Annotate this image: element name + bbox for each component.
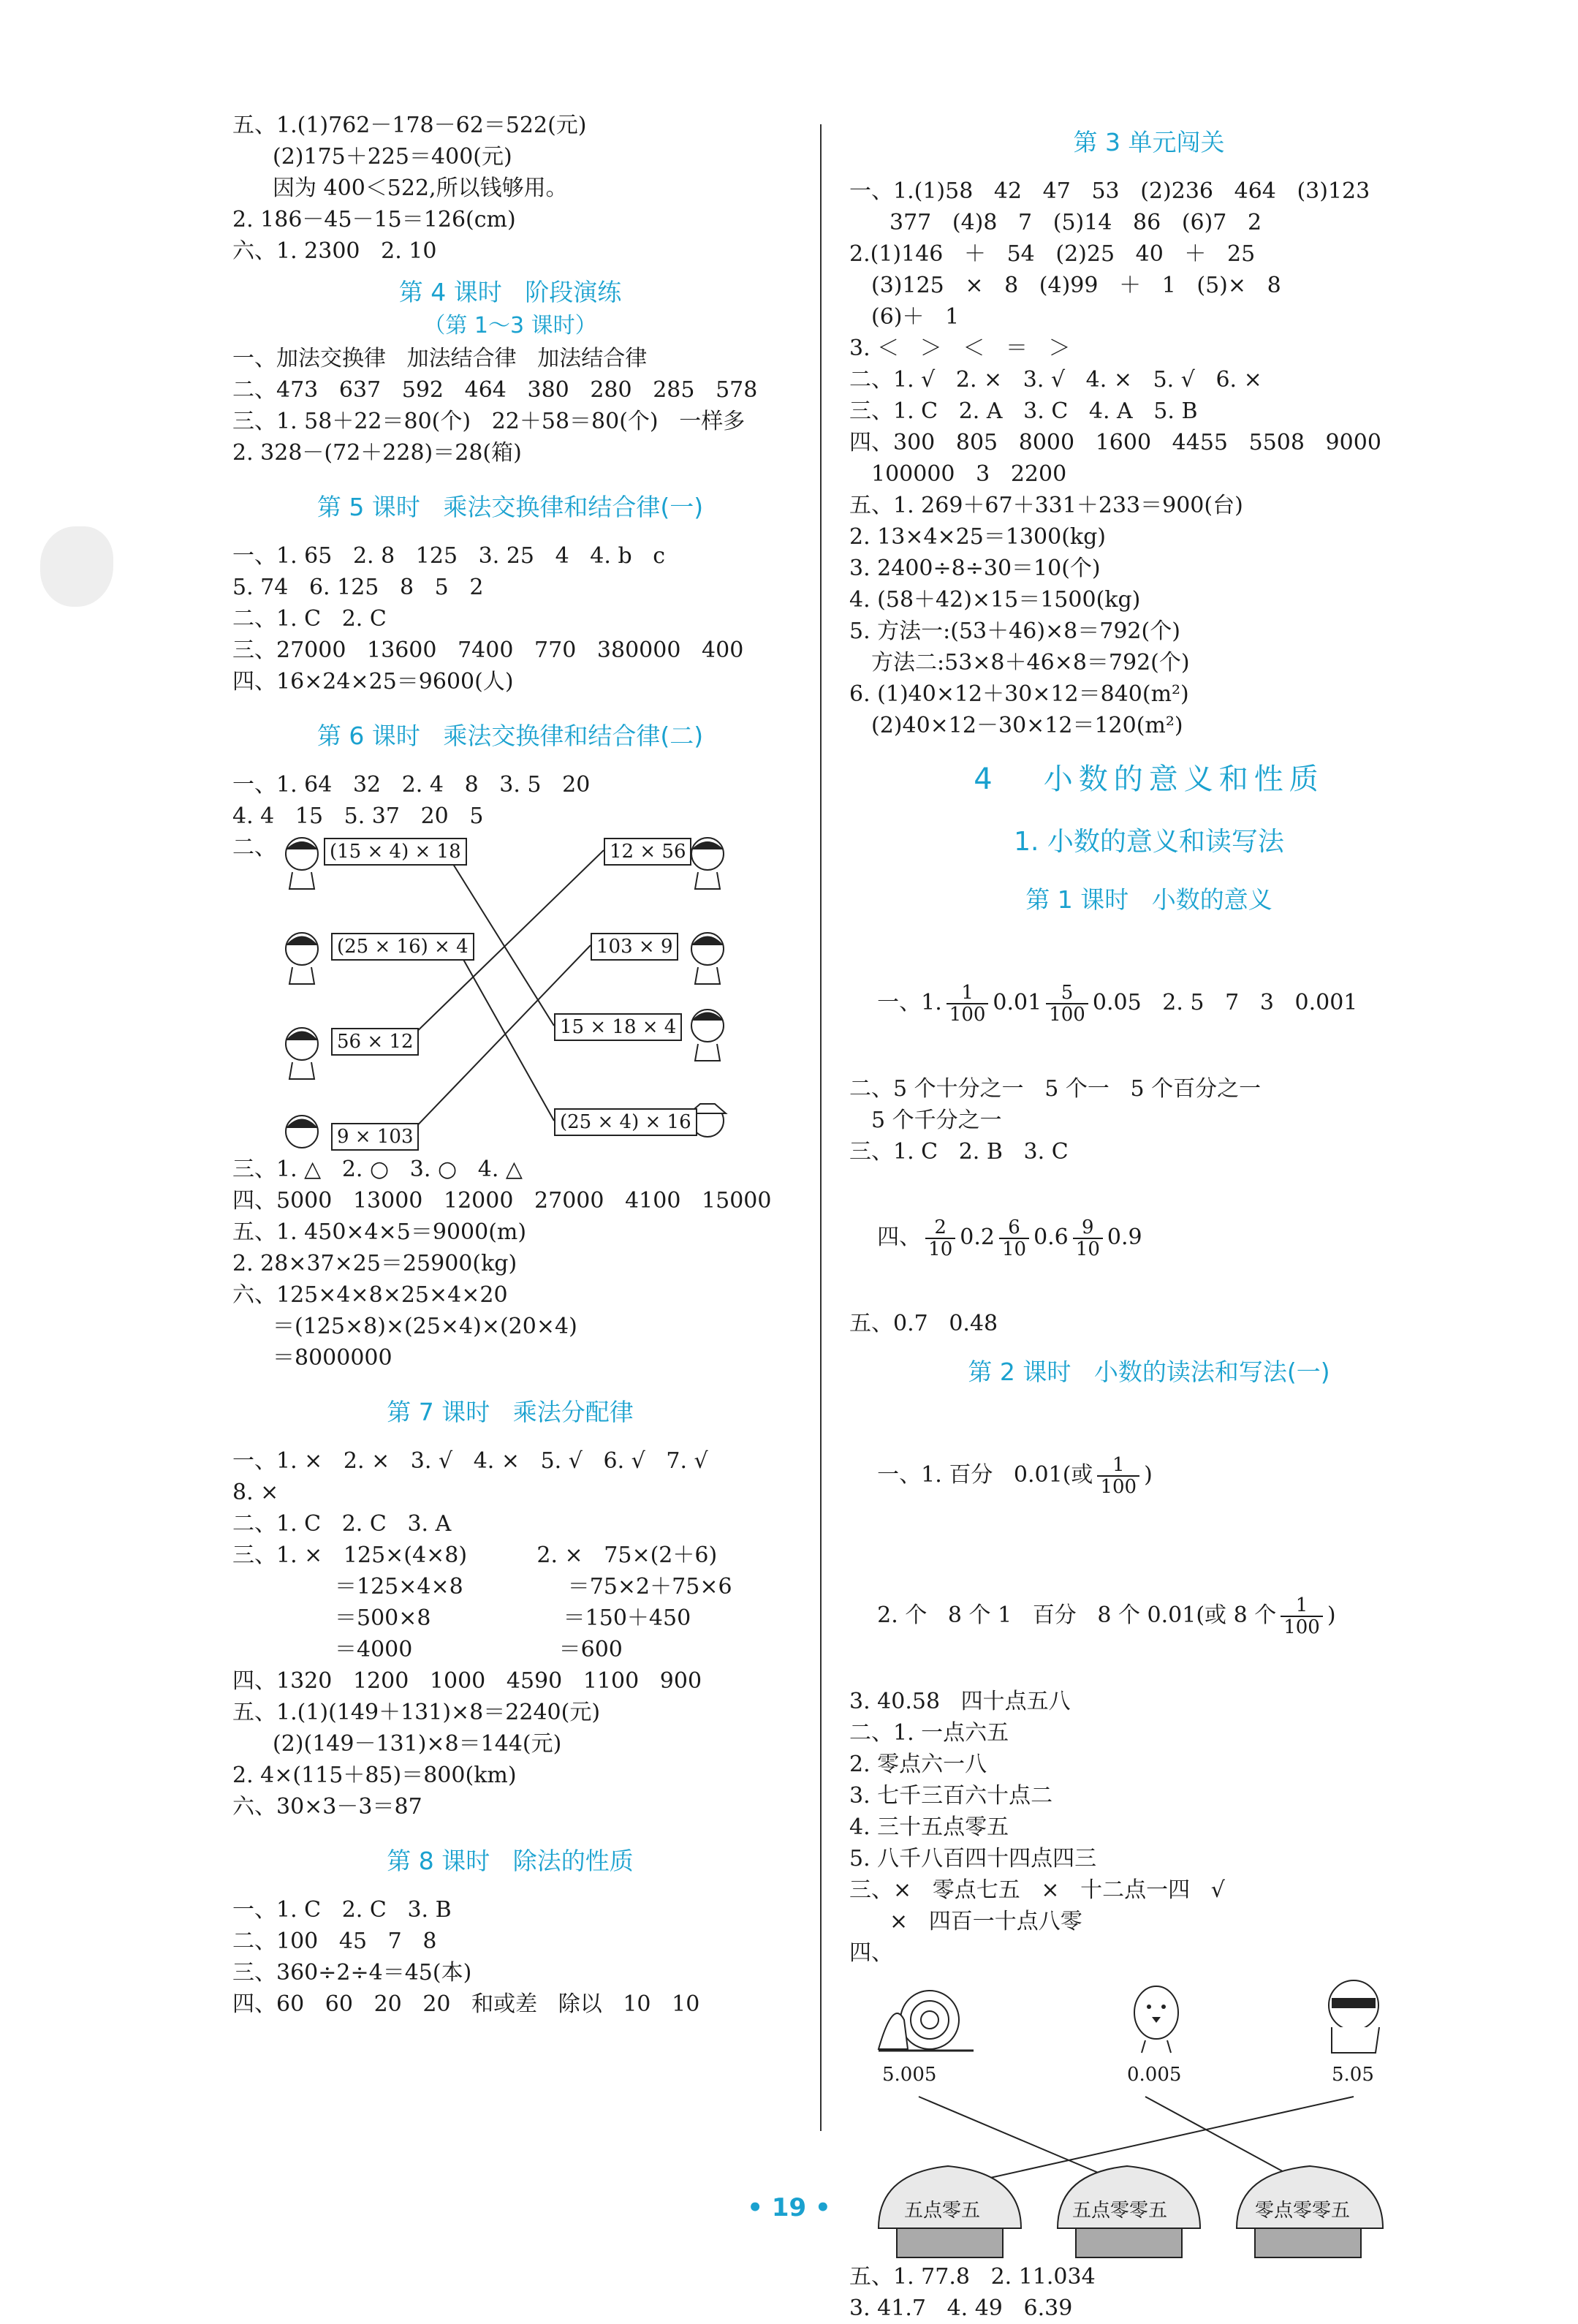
answer-line: 8. × [232, 1480, 279, 1505]
lesson-title: 第 6 课时 乘法交换律和结合律(二) [316, 722, 704, 750]
left-column [232, 110, 788, 2020]
lesson-subtitle: （第 1～3 课时） [423, 313, 597, 338]
decimal-value: 5.005 [882, 2064, 937, 2086]
decimal-value: 0.005 [1127, 2064, 1182, 2086]
answer-line: ＝125×4×8 ＝75×2＋75×6 [335, 1574, 732, 1600]
answer-line: 3. 40.58 四十点五八 [849, 1689, 1071, 1714]
expression-box: (25 × 16) × 4 [331, 933, 474, 961]
lesson-title: 第 2 课时 小数的读法和写法(一) [968, 1358, 1330, 1386]
answer-line: 二、1. √ 2. × 3. √ 4. × 5. √ 6. × [849, 367, 1262, 393]
answer-line: 2. 28×37×25＝25900(kg) [232, 1251, 517, 1276]
chick-icon [1134, 1986, 1178, 2053]
answer-line: 二、1. 一点六五 [849, 1720, 1009, 1746]
snail-icon [879, 1991, 974, 2051]
question-number: 四、 [877, 1225, 922, 1250]
expression-box: (25 × 4) × 16 [554, 1108, 697, 1136]
lesson-title: 第 7 课时 乘法分配律 [387, 1398, 634, 1426]
child-icon [286, 1116, 318, 1148]
answer-line: 三、27000 13600 7400 770 380000 400 [232, 637, 744, 663]
house-label: 零点零零五 [1255, 2200, 1351, 2222]
answer-line: 二、100 45 7 8 [232, 1929, 437, 1954]
answer-line: 3. 2400÷8÷30＝10(个) [849, 556, 1101, 581]
answer-line: 四、5000 13000 12000 27000 4100 15000 [232, 1188, 772, 1214]
answer-line: 3. ＜ ＞ ＜ ＝ ＞ [849, 336, 1071, 361]
stamp-logo [40, 526, 113, 607]
answer-value: 0.05 2. 5 7 3 0.001 [1092, 990, 1358, 1015]
answer-line: 6. (1)40×12＋30×12＝840(m²) [849, 681, 1189, 707]
answer-line: 四、1320 1200 1000 4590 1100 900 [232, 1668, 702, 1694]
lesson-title: 第 1 课时 小数的意义 [1025, 885, 1272, 914]
right-column [849, 110, 1449, 2324]
answer-line: (3)125 × 8 (4)99 ＋ 1 (5)× 8 [871, 273, 1281, 298]
answer-line: 三、1. C 2. B 3. C [849, 1139, 1069, 1165]
lesson-title: 第 4 课时 阶段演练 [398, 278, 622, 306]
fraction: $\frac{1}{100}$ [947, 983, 989, 1025]
answer-value: 0.9 [1107, 1225, 1142, 1250]
answer-line: 一、1. 64 32 2. 4 8 3. 5 20 [232, 772, 591, 798]
answer-line: 2. 零点六一八 [849, 1752, 987, 1777]
answer-line: (2)40×12－30×12＝120(m²) [871, 713, 1183, 738]
child-icon [691, 1010, 724, 1061]
matching-diagram [232, 832, 773, 1154]
answer-line: 2. 328－(72＋228)＝28(箱) [232, 440, 522, 466]
answer-line: 一、1. 65 2. 8 125 3. 25 4 4. b c [232, 543, 666, 569]
house-label: 五点零零五 [1072, 2200, 1168, 2222]
expression-box: (15 × 4) × 18 [324, 838, 467, 866]
answer-line: ＝(125×8)×(25×4)×(20×4) [273, 1314, 577, 1339]
page-number: • 19 • [747, 2193, 831, 2222]
child-icon [286, 1028, 318, 1079]
answer-line: 100000 3 2200 [871, 461, 1067, 487]
answer-line: 四、 [849, 1940, 893, 1966]
child-icon [691, 838, 724, 889]
answer-line: 四、300 805 8000 1600 4455 5508 9000 [849, 430, 1381, 455]
answer-line: 一、加法交换律 加法结合律 加法结合律 [232, 346, 648, 371]
answer-line: 2. 4×(115＋85)＝800(km) [232, 1763, 517, 1788]
answer-line: 三、1. C 2. A 3. C 4. A 5. B [849, 398, 1198, 424]
answer-line: 二、473 637 592 464 380 280 285 578 [232, 377, 758, 403]
column-divider [820, 124, 822, 2131]
answer-line: 一、1. × 2. × 3. √ 4. × 5. √ 6. √ 7. √ [232, 1448, 708, 1474]
answer-line [849, 1167, 1449, 1308]
fraction: $\frac{1}{100}$ [1097, 1455, 1139, 1497]
chapter-title: 4 小数的意义和性质 [974, 762, 1324, 796]
fraction: $\frac{2}{10}$ [925, 1217, 955, 1260]
child-icon [286, 933, 318, 984]
expression-box: 15 × 18 × 4 [554, 1013, 682, 1041]
fraction: $\frac{6}{10}$ [999, 1217, 1029, 1260]
answer-line: 六、1. 2300 2. 10 [232, 238, 437, 264]
answer-line: 二、1. C 2. C [232, 606, 387, 632]
answer-line: (6)＋ 1 [871, 304, 960, 330]
expression-box: 12 × 56 [604, 838, 691, 866]
fraction: $\frac{9}{10}$ [1073, 1217, 1103, 1260]
answer-line: (2)175＋225＝400(元) [273, 144, 512, 170]
house-label: 五点零五 [904, 2200, 981, 2222]
answer-line: 五、1.(1)(149＋131)×8＝2240(元) [232, 1700, 601, 1725]
answer-line: ＝8000000 [273, 1345, 392, 1371]
answer-line: 五、1.(1)762－178－62＝522(元) [232, 113, 587, 138]
expression-box: 56 × 12 [331, 1028, 419, 1056]
answer-line: 2. 13×4×25＝1300(kg) [849, 524, 1107, 550]
expression-box: 103 × 9 [591, 933, 678, 961]
answer-line: 三、1. 58＋22＝80(个) 22＋58＝80(个) 一样多 [232, 409, 746, 434]
answer-value: 0.6 [1033, 1225, 1069, 1250]
matching-lines [232, 832, 773, 1154]
section-title: 1. 小数的意义和读写法 [1014, 827, 1284, 857]
unit-title: 第 3 单元闯关 [1073, 128, 1225, 156]
answer-line: × 四百一十点八零 [889, 1909, 1082, 1934]
answer-line: 5. 74 6. 125 8 5 2 [232, 575, 484, 600]
lesson-title: 第 5 课时 乘法交换律和结合律(一) [316, 493, 704, 521]
answer-line: 5. 八千八百四十四点四三 [849, 1846, 1097, 1871]
answer-line: 一、1.(1)58 42 47 53 (2)236 464 (3)123 [849, 178, 1370, 204]
answer-line: 三、1. × 125×(4×8) 2. × 75×(2＋6) [232, 1543, 718, 1568]
child-icon [286, 838, 318, 889]
answer-line: ＝4000 ＝600 [335, 1637, 623, 1662]
question-number: 二、 [232, 835, 276, 860]
answer-line: 2.(1)146 ＋ 54 (2)25 40 ＋ 25 [849, 241, 1256, 267]
answer-line: 377 (4)8 7 (5)14 86 (6)7 2 [889, 210, 1262, 235]
child-icon [691, 933, 724, 984]
fraction: $\frac{5}{100}$ [1046, 983, 1088, 1025]
answer-line: 二、1. C 2. C 3. A [232, 1511, 452, 1537]
fraction: $\frac{1}{100}$ [1281, 1595, 1323, 1638]
answer-line: 3. 41.7 4. 49 6.39 [849, 2295, 1073, 2321]
answer-line: 二、5 个十分之一 5 个一 5 个百分之一 [849, 1076, 1262, 1102]
answer-line: 2. 个 8 个 1 百分 8 个 0.01(或 8 个 $\frac{1}{100}$ ) [877, 1594, 1336, 1638]
answer-line: 2. 186－45－15＝126(cm) [232, 207, 516, 232]
answer-line: 四、16×24×25＝9600(人) [232, 669, 514, 694]
answer-line: 因为 400＜522,所以钱够用。 [273, 175, 568, 201]
answer-line: 3. 七千三百六十点二 [849, 1783, 1053, 1809]
answer-line: 五、1. 77.8 2. 11.034 [849, 2264, 1096, 2290]
answer-line: 5. 方法一:(53＋46)×8＝792(个) [849, 618, 1180, 644]
answer-line: 5 个千分之一 [871, 1108, 1002, 1133]
decimal-value: 5.05 [1332, 2064, 1374, 2086]
answer-line: ＝500×8 ＝150＋450 [335, 1605, 691, 1631]
answer-line: 4. 三十五点零五 [849, 1814, 1009, 1840]
answer-value: 0.2 [960, 1225, 995, 1250]
answer-line: 五、1. 450×4×5＝9000(m) [232, 1219, 527, 1245]
question-number: 一、1. [877, 990, 942, 1015]
lesson-title: 第 8 课时 除法的性质 [387, 1847, 634, 1875]
answer-line: 五、0.7 0.48 [849, 1311, 998, 1336]
answer-line: (2)(149－131)×8＝144(元) [273, 1731, 562, 1757]
answer-line: 五、1. 269＋67＋331＋233＝900(台) [849, 493, 1243, 518]
answer-line: 三、× 零点七五 × 十二点一四 √ [849, 1877, 1225, 1903]
answer-line: 4. 4 15 5. 37 20 5 [232, 803, 484, 829]
answer-value: 0.01 [993, 990, 1042, 1015]
answer-line: 四、60 60 20 20 和或差 除以 10 10 [232, 1991, 700, 2017]
answer-line: 方法二:53×8＋46×8＝792(个) [871, 650, 1190, 675]
answer-line: 六、30×3－3＝87 [232, 1794, 422, 1820]
answer-line: 三、360÷2÷4＝45(本) [232, 1960, 472, 1986]
answer-line: 一、1. 百分 0.01(或 $\frac{1}{100}$ ) [877, 1454, 1153, 1498]
answer-line [849, 933, 1449, 1073]
answer-line: 一、1. C 2. C 3. B [232, 1897, 452, 1923]
expression-box: 9 × 103 [331, 1123, 419, 1151]
answer-line: 六、125×4×8×25×4×20 [232, 1282, 508, 1308]
answer-line: 三、1. △ 2. ○ 3. ○ 4. △ [232, 1157, 523, 1182]
dog-icon [1329, 1980, 1379, 2053]
answer-line: 4. (58＋42)×15＝1500(kg) [849, 587, 1141, 613]
